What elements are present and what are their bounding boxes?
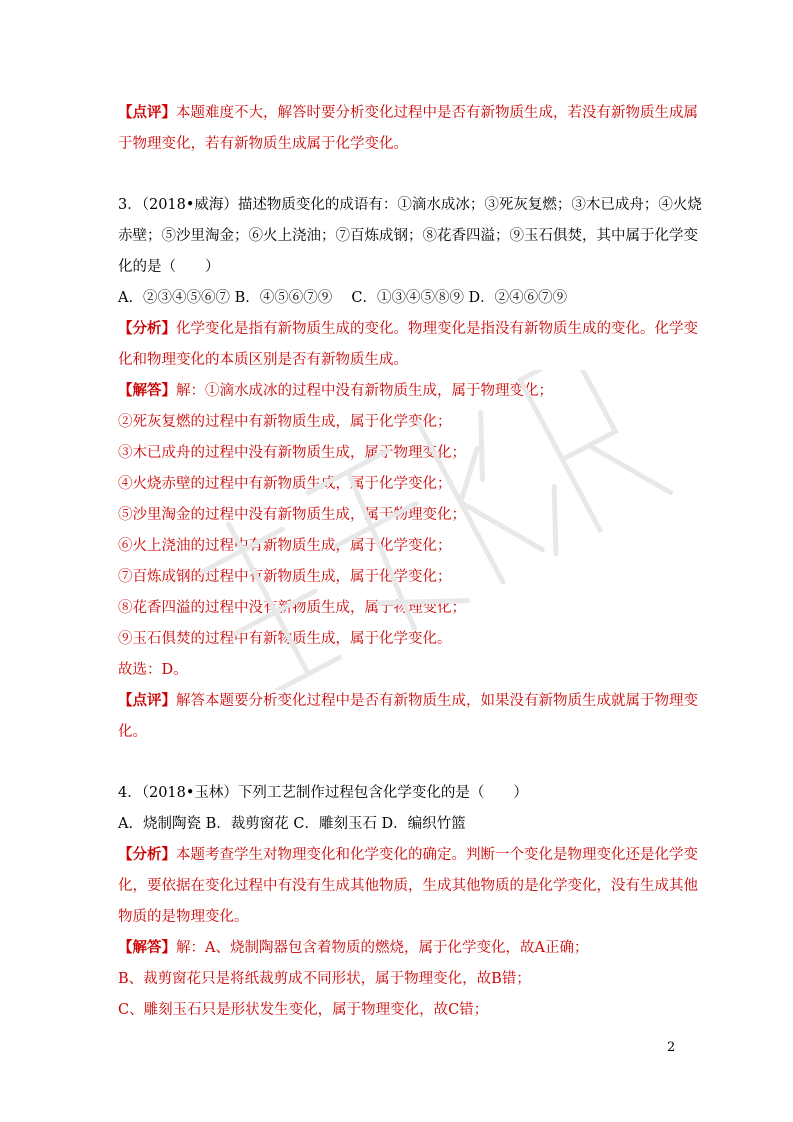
text-line <box>118 195 702 215</box>
line-text: 化，要依据在变化过程中有没有生成其他物质，生成其他物质的是化学变化，没有生成其他 <box>118 878 698 894</box>
line-text: ④火烧赤壁的过程中有新物质生成，属于化学变化； <box>118 476 452 492</box>
line-text: B、裁剪窗花只是将纸裁剪成不同形状，属于物理变化，故B错； <box>118 971 531 987</box>
line-text: 本题考查学生对物理变化和化学变化的确定。判断一个变化是物理变化还是化学变 <box>176 847 698 863</box>
line-text: ⑥火上浇油的过程中有新物质生成，属于化学变化； <box>118 538 452 554</box>
line-text: ③木已成舟的过程中没有新物质生成，属于物理变化； <box>118 445 466 461</box>
line-text: C、雕刻玉石只是形状发生变化，属于物理变化，故C错； <box>118 1002 489 1018</box>
line-text: ②死灰复燃的过程中有新物质生成，属于化学变化； <box>118 414 452 430</box>
text-line <box>118 969 688 989</box>
text-line <box>118 257 688 277</box>
line-text: 解：①滴水成冰的过程中没有新物质生成，属于物理变化； <box>176 383 553 399</box>
section-tag: 【解答】 <box>118 939 176 956</box>
text-line <box>118 226 698 246</box>
text-line <box>118 814 688 834</box>
line-text: 赤壁；⑤沙里淘金；⑥火上浇油；⑦百炼成钢；⑧花香四溢；⑨玉石俱焚，其中属于化学变 <box>118 228 698 244</box>
text-line <box>118 691 698 711</box>
line-text: 化的是（ ） <box>118 259 220 275</box>
line-text: 于物理变化，若有新物质生成属于化学变化。 <box>118 136 408 152</box>
line-text: ⑦百炼成钢的过程中有新物质生成，属于化学变化； <box>118 569 452 585</box>
line-text: ⑧花香四溢的过程中没有新物质生成，属于物理变化； <box>118 600 466 616</box>
section-tag: 【分析】 <box>118 846 176 863</box>
line-text: 解：A、烧制陶器包含着物质的燃烧，属于化学变化，故A正确； <box>176 940 589 956</box>
line-text: 本题难度不大，解答时要分析变化过程中是否有新物质生成，若没有新物质生成属 <box>176 105 698 121</box>
text-line <box>118 876 698 896</box>
text-line <box>118 1000 688 1020</box>
line-text: 化。 <box>118 724 147 740</box>
text-line <box>118 907 688 927</box>
line-text: ⑨玉石俱焚的过程中有新物质生成，属于化学变化。 <box>118 631 452 647</box>
text-line <box>118 598 688 618</box>
text-line <box>118 350 688 370</box>
line-text: 物质的是物理变化。 <box>118 909 249 925</box>
line-text: 化和物理变化的本质区别是否有新物质生成。 <box>118 352 408 368</box>
line-text: A．②③④⑤⑥⑦ B．④⑤⑥⑦⑨ C．①③④⑤⑧⑨ D．②④⑥⑦⑨ <box>118 290 568 306</box>
line-text: 故选：D。 <box>118 662 188 678</box>
section-tag: 【点评】 <box>118 692 176 709</box>
text-line <box>118 412 688 432</box>
text-line <box>118 536 688 556</box>
text-line <box>118 722 688 742</box>
line-text: 3．（2018•威海）描述物质变化的成语有：①滴水成冰；③死灰复燃；③木已成舟；④火烧 <box>118 197 702 213</box>
text-line <box>118 103 698 123</box>
section-tag: 【点评】 <box>118 104 176 121</box>
line-text: A．烧制陶瓷 B．裁剪窗花 C．雕刻玉石 D．编织竹篮 <box>118 816 466 832</box>
text-line <box>118 629 688 649</box>
line-text: 化学变化是指有新物质生成的变化。物理变化是指没有新物质生成的变化。化学变 <box>176 321 698 337</box>
text-line <box>118 381 688 401</box>
text-line <box>118 319 698 339</box>
text-line <box>118 443 688 463</box>
text-line <box>118 845 698 865</box>
text-line <box>118 660 688 680</box>
section-tag: 【分析】 <box>118 320 176 337</box>
page-number: 2 <box>667 1040 676 1055</box>
text-line <box>118 567 688 587</box>
text-line <box>118 288 688 308</box>
line-text: 解答本题要分析变化过程中是否有新物质生成，如果没有新物质生成就属于物理变 <box>176 693 698 709</box>
line-text: 4．（2018•玉林）下列工艺制作过程包含化学变化的是（ ） <box>118 785 528 801</box>
text-line <box>118 783 688 803</box>
text-line <box>118 938 688 958</box>
line-text: ⑤沙里淘金的过程中没有新物质生成，属于物理变化； <box>118 507 466 523</box>
text-line <box>118 505 688 525</box>
text-line <box>118 474 688 494</box>
text-line <box>118 134 688 154</box>
section-tag: 【解答】 <box>118 382 176 399</box>
